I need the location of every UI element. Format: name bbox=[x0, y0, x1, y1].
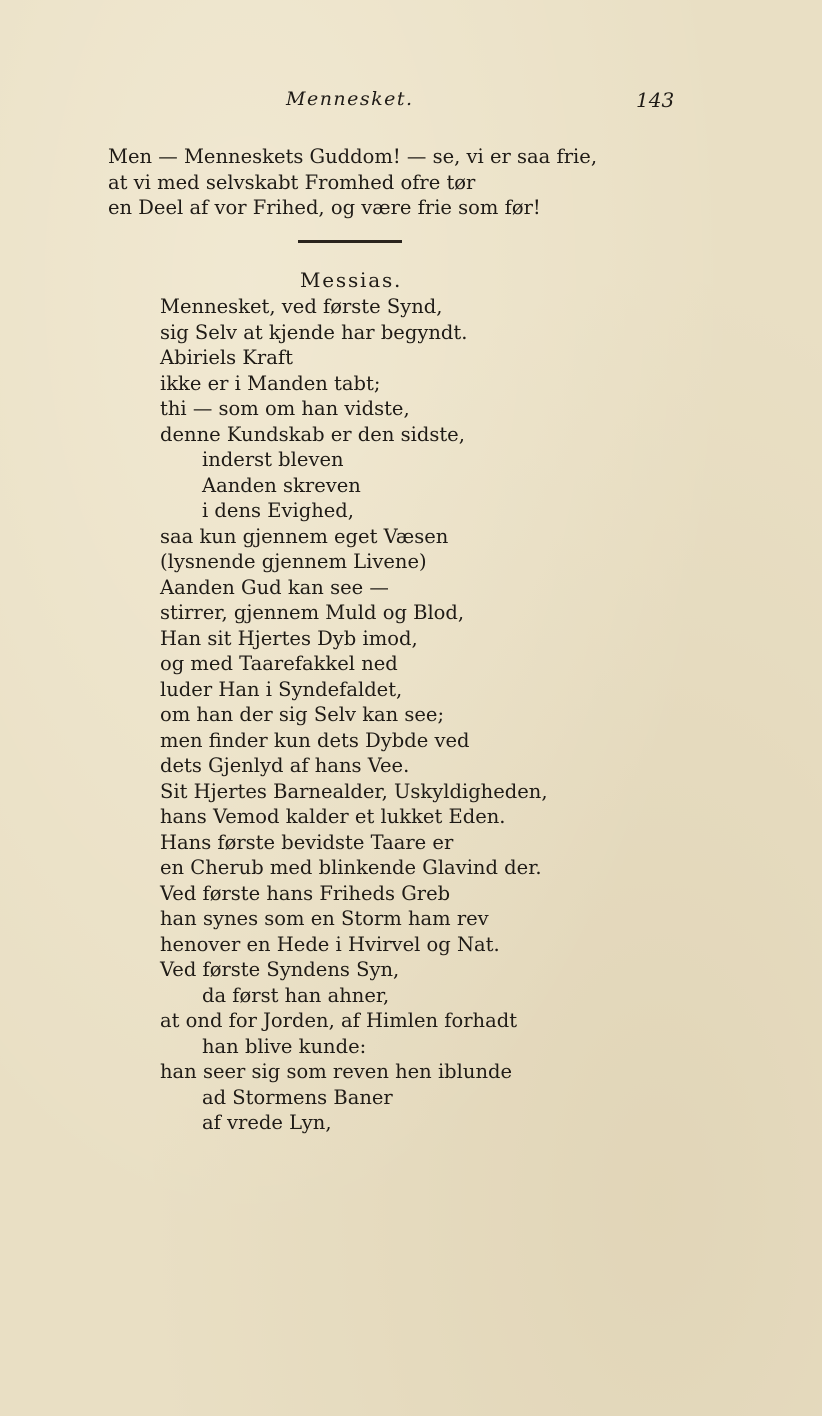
intro-stanza bbox=[108, 144, 748, 221]
poem-line: (lysnende gjennem Livene) bbox=[160, 550, 427, 573]
poem-line: en Cherub med blinkende Glavind der. bbox=[160, 856, 542, 879]
poem-line: i dens Evighed, bbox=[202, 499, 354, 522]
poem-line: ikke er i Manden tabt; bbox=[160, 371, 381, 395]
poem-line: Mennesket, ved første Synd, bbox=[160, 295, 443, 318]
poem-line: da først han ahner, bbox=[202, 983, 390, 1007]
poem-line: at ond for Jorden, af Himlen forhadt bbox=[160, 1009, 518, 1032]
stanza-line: at vi med selvskabt Fromhed ofre tør bbox=[108, 170, 476, 194]
poem-line: Ved første hans Friheds Greb bbox=[160, 881, 451, 905]
poem-body bbox=[160, 294, 760, 1136]
poem-line: Hans første bevidste Taare er bbox=[160, 830, 454, 854]
page-number: 143 bbox=[636, 88, 675, 112]
poem-line: Sit Hjertes Barnealder, Uskyldigheden, bbox=[160, 779, 548, 803]
poem-line: han synes som en Storm ham rev bbox=[160, 907, 489, 930]
poem-line: han seer sig som reven hen iblunde bbox=[160, 1060, 513, 1083]
running-header bbox=[0, 88, 822, 122]
poem-line: og med Taarefakkel ned bbox=[160, 652, 398, 675]
stanza-line: Men — Menneskets Guddom! — se, vi er saa frie, bbox=[108, 145, 598, 168]
poem-line: thi — som om han vidste, bbox=[160, 397, 410, 420]
poem-line: han blive kunde: bbox=[202, 1034, 367, 1058]
poem-line: om han der sig Selv kan see; bbox=[160, 703, 445, 726]
section-divider bbox=[298, 240, 402, 243]
poem-line: Abiriels Kraft bbox=[160, 346, 293, 369]
poem-line: dets Gjenlyd af hans Vee. bbox=[160, 754, 410, 777]
poem-line: henover en Hede i Hvirvel og Nat. bbox=[160, 932, 500, 956]
poem-line: stirrer, gjennem Muld og Blod, bbox=[160, 601, 465, 624]
poem-line: luder Han i Syndefaldet, bbox=[160, 677, 403, 701]
poem-line: inderst bleven bbox=[202, 448, 344, 471]
header-title: Mennesket. bbox=[286, 88, 414, 110]
poem-line: hans Vemod kalder et lukket Eden. bbox=[160, 805, 506, 828]
poem-line: sig Selv at kjende har begyndt. bbox=[160, 320, 468, 344]
section-title: Messias. bbox=[300, 268, 403, 292]
poem-line: Ved første Syndens Syn, bbox=[160, 958, 400, 981]
poem-line: denne Kundskab er den sidste, bbox=[160, 422, 465, 446]
poem-line: saa kun gjennem eget Væsen bbox=[160, 524, 449, 548]
poem-line: Aanden skreven bbox=[202, 473, 361, 497]
poem-line: ad Stormens Baner bbox=[202, 1085, 393, 1109]
poem-line: Aanden Gud kan see — bbox=[160, 575, 389, 599]
poem-line: Han sit Hjertes Dyb imod, bbox=[160, 626, 418, 650]
poem-line: af vrede Lyn, bbox=[202, 1111, 332, 1134]
stanza-line: en Deel af vor Frihed, og være frie som før! bbox=[108, 196, 541, 219]
poem-line: men finder kun dets Dybde ved bbox=[160, 728, 470, 752]
